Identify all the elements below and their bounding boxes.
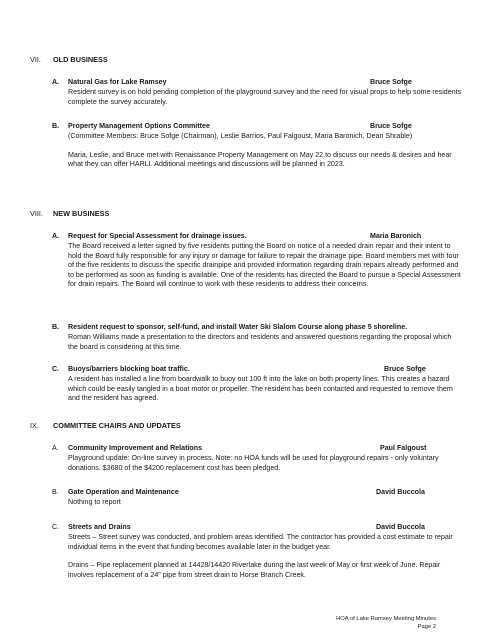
item-letter: B. bbox=[52, 323, 60, 331]
item-owner: David Buccola bbox=[376, 488, 425, 496]
item-letter: A. bbox=[52, 232, 60, 240]
section-title: NEW BUSINESS bbox=[53, 209, 110, 218]
item-letter: A. bbox=[52, 444, 59, 452]
item-owner: Bruce Sofge bbox=[384, 365, 426, 373]
section-number: VIII. bbox=[30, 209, 43, 218]
item-title: Buoys/barriers blocking boat traffic. bbox=[68, 365, 190, 373]
item-title: Property Management Options Committee bbox=[68, 122, 210, 130]
item-body: Resident survey is on hold pending completion of the playground survey and the need for visual props to help some residents complete the survey accurately. bbox=[68, 88, 462, 106]
footer-page-number: Page 2 bbox=[417, 623, 436, 630]
item-body-2: Drains – Pipe replacement planned at 14428/14420 Riverlake during the last week of May or first week of June. Repair involves replacement of a 24" pipe from street drain to Horse Branch Creek. bbox=[68, 561, 441, 579]
item-body-2: Maria, Leslie, and Bruce met with Renaissance Property Management on May 22 to discuss our needs & desires and hear what they can offer HARLI. Additional meetings and discussions will be planned in 2023. bbox=[68, 150, 452, 169]
item-letter: B. bbox=[52, 488, 59, 496]
item-letter: A. bbox=[52, 78, 60, 86]
item-title: Streets and Drains bbox=[68, 523, 131, 531]
item-body: (Committee Members: Bruce Sofge (Chairman), Leslie Barrios, Paul Falgoust, Maria Baronich, Dean Shrable) bbox=[68, 132, 413, 140]
item-title: Natural Gas for Lake Ramsey bbox=[68, 78, 167, 86]
item-title: Resident request to sponsor, self-fund, and install Water Ski Slalom Course along phase 5 shoreline. bbox=[68, 323, 408, 331]
item-title: Community Improvement and Relations bbox=[68, 444, 203, 452]
item-body: Playground update: On-line survey in process. Note: no HOA funds will be used for playground repairs - only voluntary donations. $3680 of the $4200 replacement cost has been pledged. bbox=[68, 454, 439, 472]
item-owner: David Buccola bbox=[376, 523, 425, 531]
item-owner: Bruce Sofge bbox=[370, 78, 412, 86]
item-body: A resident has installed a line from boardwalk to buoy out 100 ft into the lake on both property lines. This creates a hazard which could be easily tangled in a boat motor or propeller. The resident has been contacted and requested to remove them and the resident has agreed. bbox=[68, 375, 453, 403]
item-owner: Maria Baronich bbox=[370, 232, 422, 240]
item-body: Streets – Street survey was conducted, and problem areas identified. The contractor has provided a cost estimate to repair individual items in the event that funding becomes available later in the budget year. bbox=[68, 533, 453, 551]
footer-document-title: HOA of Lake Ramsey Meeting Minutes bbox=[336, 616, 436, 622]
page-footer bbox=[336, 616, 436, 631]
item-letter: C. bbox=[52, 523, 60, 531]
item-letter: B. bbox=[52, 122, 60, 130]
item-owner: Bruce Sofge bbox=[370, 122, 412, 130]
item-title: Request for Special Assessment for drainage issues. bbox=[68, 232, 247, 240]
item-owner: Paul Falgoust bbox=[380, 444, 427, 452]
section-title: OLD BUSINESS bbox=[53, 55, 108, 64]
section-title: COMMITTEE CHAIRS AND UPDATES bbox=[53, 421, 181, 430]
item-body: Nothing to report bbox=[68, 498, 121, 506]
item-body: Roman Williams made a presentation to the directors and residents and answered questions regarding the proposal which the board is considering at this time. bbox=[68, 333, 452, 351]
section-number: IX. bbox=[30, 421, 39, 430]
item-body: The Board received a letter signed by five residents putting the Board on notice of a needed drain repair and their intent to hold the Board fully responsible for any injury or damage for failure to repair the drainage pipe. Board members met with four of the five residents to discuss the specific drainpipe and provided information regarding drain repairs already performed and to be performed as soon as funding is available. One of the residents has directed the Board to pursue a Special Assessment for drain repairs. The Board will continue to work with these residents to address their concerns. bbox=[68, 242, 461, 289]
item-letter: C. bbox=[52, 365, 60, 373]
section-number: VII. bbox=[30, 55, 41, 64]
item-title: Gate Operation and Maintenance bbox=[68, 488, 179, 496]
